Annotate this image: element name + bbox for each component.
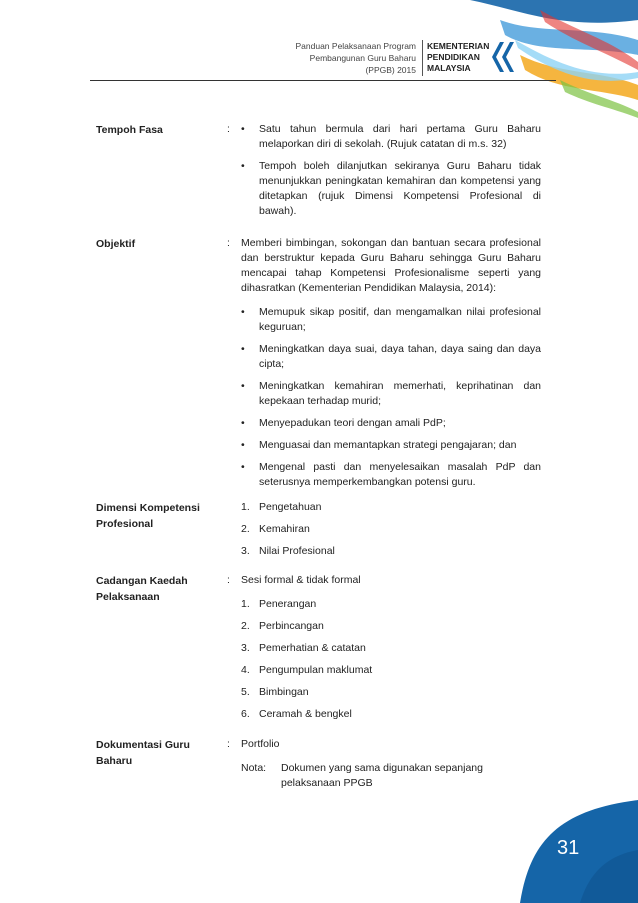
- list-item-text: Menguasai dan memantapkan strategi pengajaran; dan: [259, 439, 517, 451]
- list-item-text: Pengumpulan maklumat: [259, 664, 373, 676]
- list-item-text: Pemerhatian & catatan: [259, 642, 366, 654]
- list-item: 5. Bimbingan: [241, 686, 309, 698]
- list-item: • Menyepadukan teori dengan amali PdP;: [241, 417, 446, 429]
- list-item-text: Meningkatkan kemahiran memerhati, keprihatinan dan kepekaan terhadap murid;: [259, 380, 541, 407]
- list-item-text: Ceramah & bengkel: [259, 708, 352, 720]
- list-item: 1. Penerangan: [241, 598, 317, 610]
- list-item: 6. Ceramah & bengkel: [241, 708, 352, 720]
- list-item-text: Memupuk sikap positif, dan mengamalkan nilai profesional keguruan;: [259, 306, 541, 333]
- list-item: • Tempoh boleh dilanjutkan sekiranya Guru Baharu tidak menunjukkan peningkatan kemahiran dan kompetensi yang ditetapkan (rujuk Dimensi Kompetensi Profesional di bawah).: [241, 160, 541, 217]
- list-item: 2. Perbincangan: [241, 620, 324, 632]
- section-intro: Sesi formal & tidak formal: [241, 574, 361, 586]
- section-label: Tempoh Fasa: [96, 124, 163, 136]
- list-item-text: Kemahiran: [259, 523, 310, 535]
- list-item-text: Bimbingan: [259, 686, 309, 698]
- list-item: • Mengenal pasti dan menyelesaikan masalah PdP dan seterusnya memperkembangkan potensi guru.: [241, 461, 541, 488]
- list-item-text: Satu tahun bermula dari hari pertama Guru Baharu melaporkan diri di sekolah. (Rujuk catatan di m.s. 32): [259, 123, 541, 150]
- label-colon: :: [227, 574, 230, 586]
- document-title-line: Pembangunan Guru Baharu: [309, 53, 416, 63]
- section-label: Dimensi Kompetensi Profesional: [96, 502, 200, 530]
- section-intro: Portfolio: [241, 738, 280, 750]
- list-item-text: Pengetahuan: [259, 501, 322, 513]
- note-prefix: Nota:: [241, 762, 267, 774]
- section-label: Cadangan Kaedah Pelaksanaan: [96, 575, 188, 603]
- page-number: 31: [557, 837, 580, 859]
- label-colon: :: [227, 237, 230, 249]
- list-item-text: Perbincangan: [259, 620, 324, 632]
- label-colon: :: [227, 123, 230, 135]
- ministry-name-line: PENDIDIKAN: [427, 52, 480, 62]
- label-colon: :: [227, 738, 230, 750]
- list-item: 4. Pengumpulan maklumat: [241, 664, 373, 676]
- list-item: • Memupuk sikap positif, dan mengamalkan nilai profesional keguruan;: [241, 306, 541, 333]
- ministry-name-line: MALAYSIA: [427, 63, 471, 73]
- list-item: • Meningkatkan daya suai, daya tahan, daya saing dan daya cipta;: [241, 343, 541, 370]
- list-item: 1. Pengetahuan: [241, 501, 322, 513]
- list-item: • Satu tahun bermula dari hari pertama Guru Baharu melaporkan diri di sekolah. (Rujuk catatan di m.s. 32): [241, 123, 541, 150]
- list-item: • Menguasai dan memantapkan strategi pengajaran; dan: [241, 439, 517, 451]
- list-item: 2. Kemahiran: [241, 523, 310, 535]
- list-item-text: Tempoh boleh dilanjutkan sekiranya Guru Baharu tidak menunjukkan peningkatan kemahiran dan kompetensi yang ditetapkan (rujuk Dimensi Kompetensi Profesional di bawah).: [259, 160, 541, 217]
- list-item-text: Nilai Profesional: [259, 545, 335, 557]
- section-label: Dokumentasi Guru Baharu: [96, 739, 190, 767]
- list-item-text: Meningkatkan daya suai, daya tahan, daya saing dan daya cipta;: [259, 343, 541, 370]
- document-title-line: (PPGB) 2015: [365, 65, 416, 75]
- section-label: Objektif: [96, 238, 136, 250]
- list-item-text: Penerangan: [259, 598, 317, 610]
- document-title-line: Panduan Pelaksanaan Program: [295, 41, 416, 51]
- list-item-text: Menyepadukan teori dengan amali PdP;: [259, 417, 446, 429]
- list-item: 3. Nilai Profesional: [241, 545, 335, 557]
- list-item: • Meningkatkan kemahiran memerhati, keprihatinan dan kepekaan terhadap murid;: [241, 380, 541, 407]
- ministry-name-line: KEMENTERIAN: [427, 41, 490, 51]
- list-item-text: Mengenal pasti dan menyelesaikan masalah PdP dan seterusnya memperkembangkan potensi guru.: [259, 461, 541, 488]
- list-item: 3. Pemerhatian & catatan: [241, 642, 366, 654]
- section-intro: Memberi bimbingan, sokongan dan bantuan secara profesional dan berstruktur kepada Guru Baharu sehingga Guru Baharu mencapai tahap Kompetensi Profesionalisme seperti yang dihasratkan (Kementerian Pendidikan Malaysia, 2014):: [241, 237, 541, 294]
- note-text: Dokumen yang sama digunakan sepanjang pelaksanaan PPGB: [281, 762, 483, 789]
